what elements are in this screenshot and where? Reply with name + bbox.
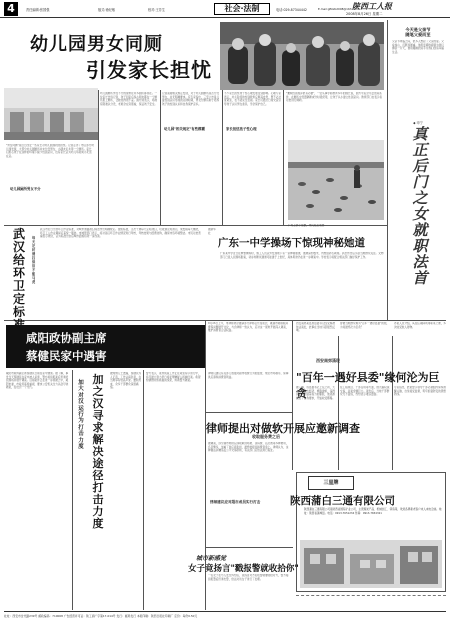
calligraphy-scroll: 真 正 后 门 之 女 就 职 法 首 <box>412 125 428 287</box>
gd-side-text: 据新华社 <box>208 228 216 235</box>
girl-story-headline: 加 之 汉 寻 求 解 决 途 径 打 击 力 度 <box>92 373 104 530</box>
sidebar-title: 今天是父亲节 随笔父爱而至 <box>405 27 431 38</box>
lead-photo-toilet <box>4 88 98 140</box>
banner-line1: 咸阳政协副主席 <box>26 331 107 345</box>
phone-line: 电话:029-87344442 <box>276 8 307 12</box>
lawyer-intro-col2: 律师们建议有关部门加强对超市收费行为的监管，规范市场秩序，保障供应商和消费者利益。 <box>208 372 289 379</box>
cartoon-headline: 女子竟扬言"戳报警就收拾你" <box>188 564 299 574</box>
designer-credit: 版式:徐纪敏 <box>98 8 116 12</box>
lead-photo-children <box>220 22 384 90</box>
sidebar-body: 父亲节来临之际，很多人想起了父亲的爱。父爱如山，沉默而厚重。他用宽阔的肩膀为我们撑起一片天，他用粗糙的双手为我们创造幸福生活。 <box>392 40 444 54</box>
cai-story-col2: 据知情人士透露，蔡健民为人正直，工作认真负责，在当地享有较高声誉。噩耗传来，众多干部群众深感痛惜。 <box>110 372 142 390</box>
guangdong-headline: 广东一中学操场下惊现神秘她道 <box>218 237 365 249</box>
village-body-col1: 据了解，该县委书记上任之初，大力发展地方经济，修路建桥，深得民心。但随着权力的膨胀，他逐渐放松了自我要求，开始收受贿赂。 <box>296 386 335 400</box>
girl-story-subhead: 加 大 对 汉 运 行 为 打 击 力 度 <box>78 380 84 451</box>
ad-title: 陕西蒲白三通有限公司 <box>290 495 395 507</box>
wuhan-body: 武汉市近日出台环卫作业标准，对城市道路清扫保洁作出明确规定。按照标准，主次干道每天定时清扫，垃圾须及时清运，果皮箱每天擦洗，环卫工人作业期间应着统一服装。市城管部门表示，将对各区环卫作业情况进行考核，考核结果与经费挂钩，确保市容环境整洁。市民对此普遍表示欢迎，认为标准出台后城市面貌将进一步改善。 <box>40 228 201 239</box>
cartoon-body: 一名女子在与人发生纠纷后，竟扬言对方若报警就要收拾对方，警方接到报警后迅速出警，依法对该女子进行了处理。 <box>208 574 289 581</box>
paper-logo: 陕西工人报 <box>352 1 392 11</box>
lead-body-col1: "男女同厕"是近日西安一些家长对幼儿园现状的担忧。记者走访了市区部分幼儿园发现，大部分幼儿园厕所并未分设男女，小朋友们共用一个厕所。家长们担心孩子在这样的环境下缺少性别意识，也有家长认为幼儿年龄尚小无需在意。 <box>6 144 94 158</box>
cai-story-col3: 警方表示，案件侦查工作正在紧张有序进行中，将尽最大努力早日将犯罪嫌疑人抓捕归案。希望知情群众积极提供线索，协助警方破案。 <box>146 372 201 383</box>
lead-body-col5: "兼顾性别差异很有必要"，一位从事学前教育多年的园长说，园方今后会尽量创造条件，在厕所中设置隔断或分时段使用，让孩子从小建立性别意识。教育部门也表示将对此进行调研。 <box>286 92 382 103</box>
sidebar-author: ◆ 申宁 <box>413 121 423 125</box>
ad-photo <box>300 540 442 588</box>
cai-story-col1: 咸阳市政协副主席蔡健民日前在家中遇害。据了解，事发当天蔡健民在家中被人杀害，警方接到报案后迅速赶到现场并展开调查。目前案件正在进一步侦破之中，咸阳市委、市政府高度重视，要求公安机关全力以赴尽快破案，给社会一个交代。 <box>6 372 69 390</box>
wuhan-headline: 武 汉 给 环 卫 定 标 <box>12 227 25 319</box>
village-headline: "百年一遇好县委"缘何沦为巨贪 <box>296 371 440 400</box>
lawyer-subhead: 收取服务费之后 <box>252 434 280 439</box>
lead-headline-line2: 引发家长担忧 <box>86 58 212 82</box>
lawyer-intro-col1: 8月26日上午，市律师协会邀请部分律师召开座谈会，就超市收取服务费等问题展开讨论，与会律师一致认为，应对这一现象开展深入调查，维护消费者合法权益。 <box>208 322 289 333</box>
editor-credit: 责任编辑:张国强 <box>26 8 50 12</box>
lead-subhead-1: 幼儿园厕所男女不分 <box>10 187 41 191</box>
proofreader-credit: 校对:王芳生 <box>148 8 166 12</box>
banner-line2: 蔡健民家中遇害 <box>26 349 107 363</box>
village-intro-col3: 办案人员介绍，其在任期间利用职务之便，多次收受他人财物。 <box>394 322 446 329</box>
village-intro-col1: 西安南郊某县原县委书记因受贿被依法查处，此事在当地引起强烈反响。 <box>296 322 335 333</box>
page-footer: 社址：西安市含光路239号 邮政编码：710068 广告经营许可证：陕工商广字第17-014号 发行：邮局发行 本报印刷：陕西日报社印刷厂 定价：每份0.50元 <box>4 614 198 618</box>
village-kicker: 西安南郊涌现 <box>316 358 340 363</box>
lead-body-col3: 记者查阅相关规定发现，对于幼儿园厕所是否分设男女，并无明确要求。有专家指出，三至六岁是儿童性别意识形成的关键时期，男女分厕有助于培养孩子的性别认识和自我保护意识。 <box>162 92 220 106</box>
cartoon-column-label: 城市新感觉 <box>196 555 227 562</box>
ad-body: 陕西蒲白三通有限公司是陕西省国有矿业公司，主营煤炭产品、机械加工、铸造等，欢迎各界新老客户来人来电洽谈。地址：陕西省蒲城县。电话：0913-7651234 传真：0913-7654321 <box>304 508 442 515</box>
lawyer-body-col1: 据调查，部分超市向供应商收取进场费、条码费、店庆费等多种费用，名目繁多，加重了供应商负担，最终转嫁到消费者身上。律师认为，这种做法涉嫌违反公平交易原则，有关部门应依法进行查处。 <box>208 442 289 453</box>
pigeon-square-photo <box>288 140 384 220</box>
village-body-col3: 专家指出，此案警示领导干部必须始终保持清醒头脑，自觉接受监督，筑牢拒腐防变的思想防线。 <box>394 386 446 397</box>
lead-body-col4: 不少家长担忧孩子性心理发展受到影响。心理专家表示，幼儿阶段的性别教育应顺其自然，既不必过度紧张，也不能完全忽视。家长可通过日常交流引导孩子认识男女差异，学会保护自己。 <box>224 92 282 106</box>
wuhan-subhead: 每天定时清扫保洁不能马虎 <box>32 236 36 284</box>
page-number: 4 <box>4 2 18 16</box>
lead-body-col2: 幼儿园厕所男女不分的现象在许多园所都存在。一位家长告诉记者，孩子回家后说小朋友都在一个厕所里上厕所，让她觉得很不妥。园方则表示，场地有限难以分设，老师会在旁照看，保证孩子安全。 <box>100 92 158 106</box>
lead-subhead-2: 幼儿园"相关规定"有些模糊 <box>164 127 205 131</box>
email-line: E-mail:gfblzb2008@163.com <box>318 7 359 11</box>
village-intro-col2: 曾被当地群众称为"百年一遇好县委"的他，为何最终沦为巨贪？ <box>340 322 390 329</box>
page-header <box>0 0 450 18</box>
section-label: 社会·法制 <box>214 3 270 15</box>
lawyer-subhead-box: 律师建议应对超市成员实行打击 <box>210 500 261 504</box>
guangdong-body: 广东某中学近日在修整操场时，施工人员意外发现地下有一条神秘通道，通道深约数米，内壁由砖石砌成。消息传出后引起当地群众关注。文物部门已派人到现场勘查，初步判断该通道可能建于上世纪，具体用途仍在进一步调查中。学校表示将配合相关部门做好保护工作。 <box>220 252 384 259</box>
lead-subhead-3: 家长担忧孩子性心理 <box>226 127 257 131</box>
pigeon-photo-caption: 广场上鸽子成群，市民驻足观赏 <box>288 224 325 227</box>
lawyer-headline: 律师提出对做软开展应邀新调查 <box>206 422 360 435</box>
lead-headline-line1: 幼儿园男女同厕 <box>30 34 163 55</box>
issue-date: 2008年8月26日 星期二 <box>346 12 383 16</box>
village-body-col2: 在工程项目、干部任用等方面，他大搞权钱交易，涉案金额巨大。案发后，当地干部群众无不震惊，纷纷表示难以置信。 <box>340 386 390 397</box>
ad-logo: 三星牌 <box>308 476 354 490</box>
